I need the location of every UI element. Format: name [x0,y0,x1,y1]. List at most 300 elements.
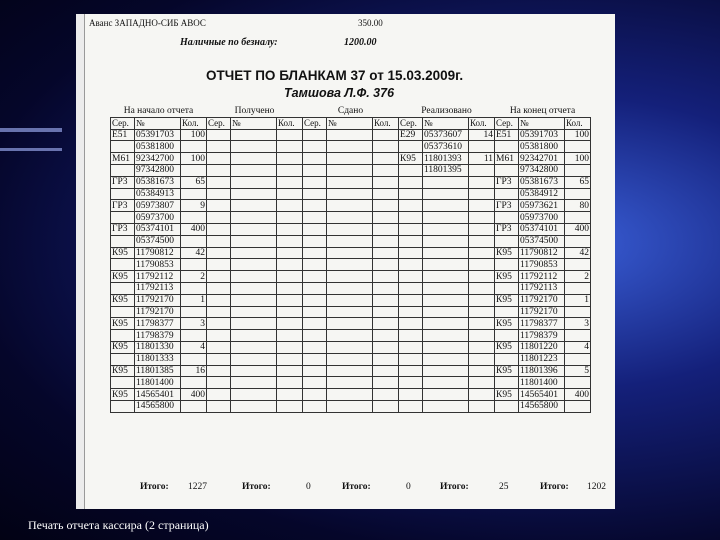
table-row [111,400,591,412]
table-cell [399,223,423,235]
table-cell [207,271,231,283]
table-cell [373,365,399,377]
table-cell [277,141,303,153]
table-row [111,212,591,224]
table-cell [111,400,135,412]
table-cell: 11801330 [135,341,181,353]
table-cell [373,212,399,224]
table-cell: 92342700 [135,153,181,165]
table-row [111,153,591,165]
table-cell: 11801333 [135,353,181,365]
table-cell: 05973700 [519,212,565,224]
table-cell [373,164,399,176]
column-header: Кол. [373,117,399,129]
table-cell [231,389,277,401]
table-cell [231,400,277,412]
table-cell [303,141,327,153]
table-cell [111,306,135,318]
cashless-label: Наличные по безналу: [180,37,278,48]
table-cell: К95 [111,294,135,306]
table-cell [231,188,277,200]
table-cell [469,188,495,200]
table-cell [423,188,469,200]
column-header: Кол. [181,117,207,129]
table-cell [469,164,495,176]
table-cell [207,176,231,188]
table-cell [207,353,231,365]
table-cell [181,377,207,389]
report-subtitle: Тамшова Л.Ф. 376 [284,86,395,100]
total-value-end: 1202 [587,482,606,492]
table-cell: 11801400 [135,377,181,389]
table-cell: ГР3 [111,176,135,188]
table-cell [327,294,373,306]
table-cell [207,377,231,389]
table-cell [469,294,495,306]
table-cell [277,164,303,176]
table-cell [207,188,231,200]
table-cell [373,318,399,330]
table-cell [469,235,495,247]
table-cell [303,341,327,353]
table-cell [111,353,135,365]
total-label-end: Итого: [540,482,569,492]
table-cell [399,247,423,259]
table-cell: 9 [181,200,207,212]
table-cell [327,259,373,271]
table-cell [231,141,277,153]
row-number-column [76,14,85,509]
table-cell: 11792170 [519,306,565,318]
table-cell [469,306,495,318]
table-cell: 11790812 [519,247,565,259]
column-header: № [327,117,373,129]
table-row [111,176,591,188]
table-cell: 05374101 [135,223,181,235]
table-cell [373,389,399,401]
table-cell [565,164,591,176]
table-cell [423,341,469,353]
table-cell [303,365,327,377]
table-cell [231,353,277,365]
table-cell [399,330,423,342]
table-cell: К95 [495,389,519,401]
table-cell: 11 [469,153,495,165]
table-cell [327,330,373,342]
table-cell [399,365,423,377]
table-cell [111,188,135,200]
table-cell [111,259,135,271]
table-cell: 05381800 [135,141,181,153]
decor-bar-top [0,128,62,132]
table-cell: 11790853 [519,259,565,271]
table-cell: К95 [111,389,135,401]
table-cell: 05973807 [135,200,181,212]
table-cell [277,223,303,235]
table-cell [373,400,399,412]
table-cell [277,306,303,318]
table-cell [327,365,373,377]
table-cell: 05381673 [135,176,181,188]
advance-value: 350.00 [358,18,383,28]
table-cell [469,353,495,365]
table-cell: 05381673 [519,176,565,188]
table-cell [277,330,303,342]
table-cell [399,212,423,224]
table-cell [469,271,495,283]
table-cell [207,318,231,330]
table-cell [495,330,519,342]
table-cell [565,400,591,412]
table-cell: 1 [565,294,591,306]
table-cell [207,164,231,176]
table-cell [469,176,495,188]
total-value-sold: 25 [499,482,509,492]
decor-bar-bottom [0,148,62,151]
table-cell [111,235,135,247]
table-cell [373,247,399,259]
table-cell [277,294,303,306]
table-cell [423,282,469,294]
table-cell [181,141,207,153]
table-cell: Е51 [495,129,519,141]
column-header: Сер. [495,117,519,129]
table-cell [373,141,399,153]
table-cell [495,188,519,200]
table-cell: 11790853 [135,259,181,271]
total-value-received: 0 [306,482,311,492]
table-cell [303,389,327,401]
column-header: Кол. [565,117,591,129]
table-cell [327,235,373,247]
table-cell [303,353,327,365]
table-cell: 65 [565,176,591,188]
table-cell [423,176,469,188]
table-cell [277,176,303,188]
table-cell [303,271,327,283]
table-cell [277,365,303,377]
table-cell [565,235,591,247]
table-row [111,141,591,153]
table-row [111,247,591,259]
table-cell [231,200,277,212]
table-cell [207,259,231,271]
table-cell: 2 [181,271,207,283]
table-cell: К95 [111,247,135,259]
table-cell [231,247,277,259]
table-cell [231,176,277,188]
table-cell [495,400,519,412]
table-cell: 11792112 [519,271,565,283]
table-cell [469,400,495,412]
table-cell [565,282,591,294]
table-cell [469,365,495,377]
table-cell [181,400,207,412]
table-cell [469,377,495,389]
table-cell [423,318,469,330]
table-cell: 400 [565,223,591,235]
table-cell [111,164,135,176]
table-cell: 65 [181,176,207,188]
table-cell: 42 [565,247,591,259]
table-cell: 100 [181,129,207,141]
table-cell: 05374101 [519,223,565,235]
table-cell: 11801395 [423,164,469,176]
table-cell [399,294,423,306]
table-cell [373,294,399,306]
table-cell [327,129,373,141]
table-cell [303,400,327,412]
table-cell [399,400,423,412]
column-header-row [111,117,591,129]
table-cell [303,200,327,212]
table-cell: К95 [111,318,135,330]
table-cell: 11801400 [519,377,565,389]
table-cell [277,235,303,247]
table-cell: 11798377 [519,318,565,330]
total-value-start: 1227 [188,482,207,492]
table-cell: Е29 [399,129,423,141]
table-cell [277,129,303,141]
table-row [111,353,591,365]
table-cell: 1 [181,294,207,306]
table-cell [373,271,399,283]
table-cell: К95 [399,153,423,165]
table-row [111,341,591,353]
table-cell: 05384912 [519,188,565,200]
table-cell [277,318,303,330]
table-cell [423,200,469,212]
total-label-start: Итого: [140,482,169,492]
table-cell [181,235,207,247]
table-cell [469,389,495,401]
table-row [111,389,591,401]
column-header: Сер. [111,117,135,129]
column-header: № [135,117,181,129]
table-cell [327,318,373,330]
table-cell [327,271,373,283]
table-cell [181,282,207,294]
table-cell: 11792170 [135,306,181,318]
table-cell: 14565401 [135,389,181,401]
table-cell: Е51 [111,129,135,141]
table-cell [231,212,277,224]
total-label-sold: Итого: [440,482,469,492]
table-cell [495,282,519,294]
table-cell [327,164,373,176]
table-cell [327,389,373,401]
table-cell: 11801396 [519,365,565,377]
table-cell [111,212,135,224]
table-cell [399,200,423,212]
table-cell [399,318,423,330]
table-cell [399,141,423,153]
table-cell [327,247,373,259]
table-cell [231,306,277,318]
table-cell [423,223,469,235]
table-cell [207,365,231,377]
table-cell [207,282,231,294]
table-cell [565,188,591,200]
table-row [111,294,591,306]
table-cell [277,389,303,401]
table-cell: 05391703 [519,129,565,141]
table-cell [181,330,207,342]
table-cell: 05384913 [135,188,181,200]
table-cell: К95 [111,341,135,353]
table-cell [565,330,591,342]
column-header: № [519,117,565,129]
table-cell [231,294,277,306]
table-cell [181,164,207,176]
column-header: № [231,117,277,129]
table-cell [303,129,327,141]
table-cell [303,235,327,247]
table-cell [565,141,591,153]
table-cell: 05391703 [135,129,181,141]
table-cell [231,235,277,247]
table-cell [207,389,231,401]
table-cell: 14565401 [519,389,565,401]
table-cell [231,330,277,342]
table-cell [303,294,327,306]
column-header: № [423,117,469,129]
table-cell [327,188,373,200]
table-cell [231,129,277,141]
table-row [111,164,591,176]
table-cell [303,377,327,389]
table-cell [231,318,277,330]
table-cell [423,247,469,259]
table-cell [111,141,135,153]
table-cell: 400 [565,389,591,401]
table-cell [207,212,231,224]
column-header: Кол. [277,117,303,129]
table-cell: 05373607 [423,129,469,141]
table-cell: 100 [565,153,591,165]
table-cell [373,341,399,353]
table-cell [181,259,207,271]
table-cell [495,377,519,389]
table-cell [303,247,327,259]
total-label-received: Итого: [242,482,271,492]
cashless-value: 1200.00 [344,37,377,48]
table-cell [327,377,373,389]
table-cell: 400 [181,389,207,401]
table-cell: 05374500 [135,235,181,247]
table-cell [111,330,135,342]
table-cell [327,176,373,188]
table-cell [277,247,303,259]
table-cell: К95 [495,365,519,377]
table-cell [303,164,327,176]
table-cell [111,282,135,294]
table-cell [277,200,303,212]
table-cell: 05381800 [519,141,565,153]
table-row [111,306,591,318]
table-row [111,200,591,212]
table-cell [373,330,399,342]
table-cell: 11801385 [135,365,181,377]
table-cell: ГР3 [495,223,519,235]
table-cell [231,377,277,389]
table-row [111,318,591,330]
table-cell [303,153,327,165]
table-cell [423,306,469,318]
table-cell [277,400,303,412]
table-cell [181,306,207,318]
table-cell [565,259,591,271]
table-cell [327,306,373,318]
table-row [111,223,591,235]
table-cell: К95 [495,341,519,353]
table-cell: 2 [565,271,591,283]
table-cell [231,365,277,377]
table-cell [423,271,469,283]
table-cell [399,164,423,176]
table-cell [469,341,495,353]
table-cell [277,271,303,283]
table-cell: К95 [495,294,519,306]
table-cell: ГР3 [111,223,135,235]
table-cell [327,400,373,412]
table-cell [327,341,373,353]
advance-label: Аванс ЗАПАДНО-СИБ АВОС [89,18,206,28]
table-cell [495,141,519,153]
table-cell [303,259,327,271]
table-cell [423,377,469,389]
table-cell [231,259,277,271]
table-cell [399,389,423,401]
table-cell: 11792113 [519,282,565,294]
table-cell: К95 [495,271,519,283]
table-cell [303,318,327,330]
table-cell [373,200,399,212]
table-cell: 80 [565,200,591,212]
table-cell [423,294,469,306]
table-cell [469,318,495,330]
table-cell [207,306,231,318]
table-cell [423,235,469,247]
table-cell [303,306,327,318]
table-cell [277,377,303,389]
table-cell [495,235,519,247]
table-cell: ГР3 [495,176,519,188]
table-cell [373,306,399,318]
table-cell: М61 [495,153,519,165]
table-cell [373,282,399,294]
table-cell: К95 [111,365,135,377]
table-cell [565,353,591,365]
table-cell: К95 [111,271,135,283]
table-cell [565,212,591,224]
table-cell [181,353,207,365]
table-cell [327,141,373,153]
table-cell [207,294,231,306]
table-cell [423,330,469,342]
table-cell [327,153,373,165]
table-cell [423,353,469,365]
table-cell [207,153,231,165]
table-cell: 14565800 [519,400,565,412]
table-cell: 100 [181,153,207,165]
table-cell: 11801393 [423,153,469,165]
table-cell [373,377,399,389]
table-row [111,259,591,271]
table-cell: 11798377 [135,318,181,330]
table-cell [303,188,327,200]
report-table [110,106,591,413]
